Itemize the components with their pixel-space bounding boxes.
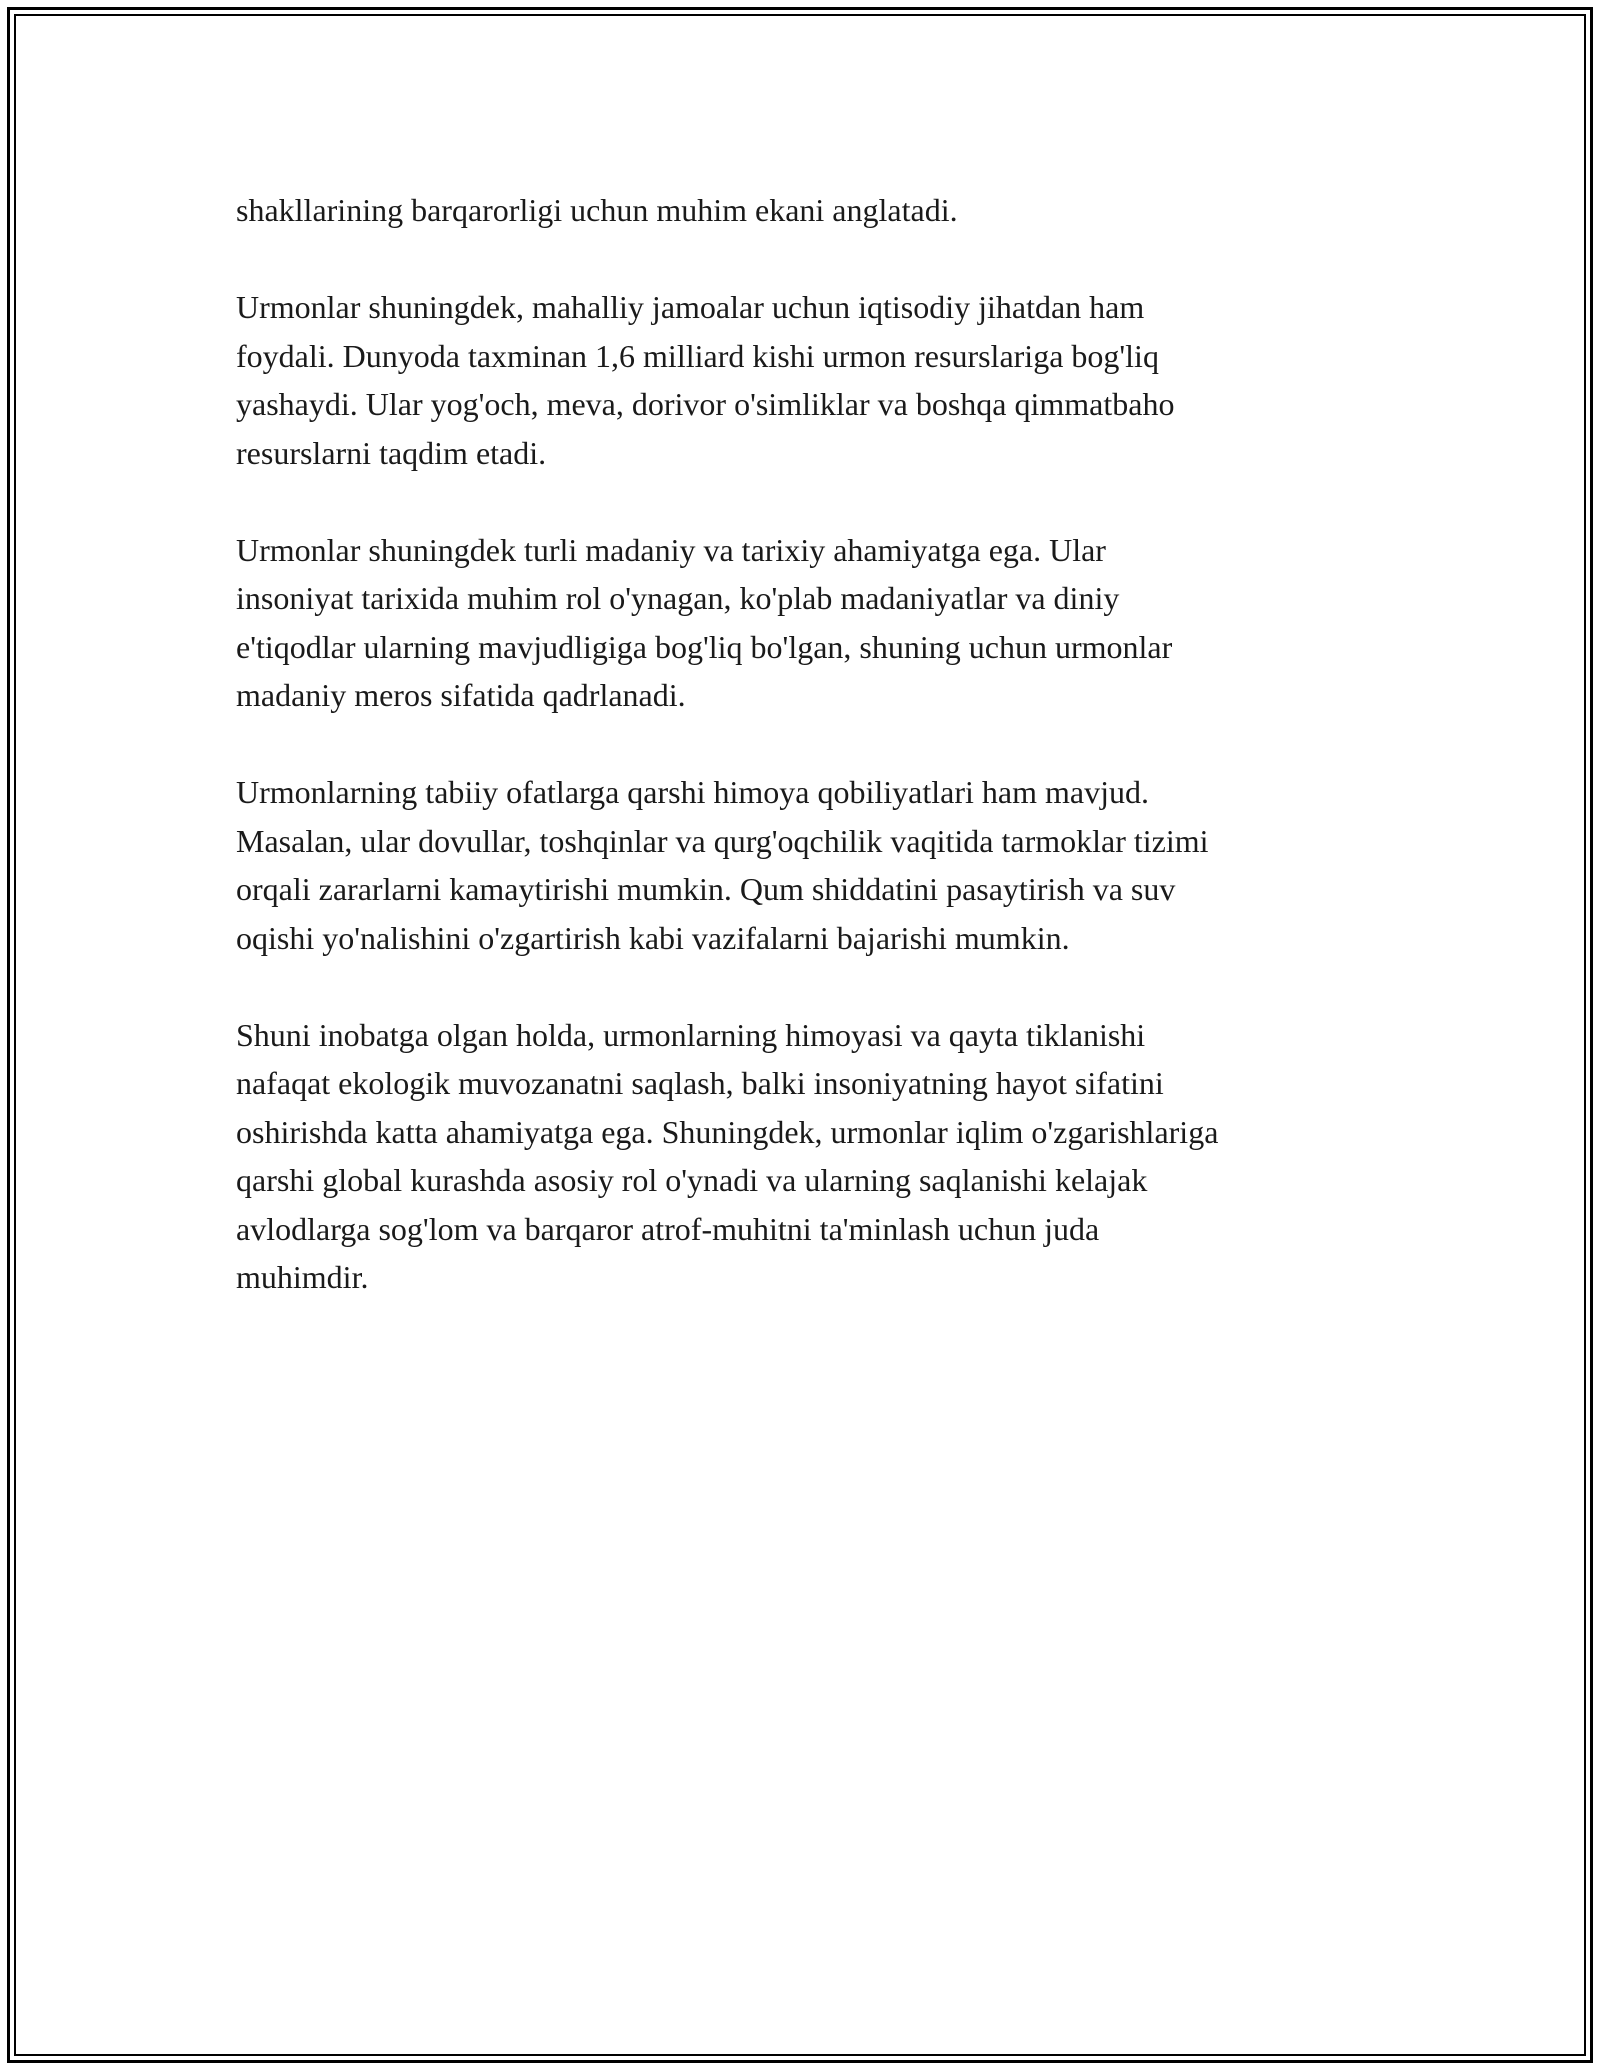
text-line: oqishi yo'nalishini o'zgartirish kabi vazifalarni bajarishi mumkin.: [236, 919, 1070, 956]
text-line: qarshi global kurashda asosiy rol o'ynadi va ularning saqlanishi kelajak: [236, 1162, 1148, 1198]
document-body: [236, 186, 1386, 1350]
paragraph-3: [236, 526, 1386, 720]
paragraph-4: [236, 768, 1386, 962]
text-line: Shuni inobatga olgan holda, urmonlarning himoyasi va qayta tiklanishi: [236, 1016, 1146, 1053]
text-line: Urmonlar shuningdek, mahalliy jamoalar uchun iqtisodiy jihatdan ham: [236, 289, 1145, 325]
text-line: insoniyat tarixida muhim rol o'ynagan, ko'plab madaniyatlar va diniy: [236, 580, 1120, 616]
text-line: Urmonlarning tabiiy ofatlarga qarshi himoya qobiliyatlari ham mavjud.: [236, 774, 1149, 810]
text-line: shakllarining barqarorligi uchun muhim ekani anglatadi.: [236, 192, 958, 228]
paragraph-2: [236, 283, 1386, 477]
text-line: avlodlarga sog'lom va barqaror atrof-muhitni ta'minlash uchun juda: [236, 1210, 1100, 1247]
paragraph-5: [236, 1011, 1386, 1302]
text-line: Urmonlar shuningdek turli madaniy va tarixiy ahamiyatga ega. Ular: [236, 531, 1106, 568]
text-line: yashaydi. Ular yog'och, meva, dorivor o'simliklar va boshqa qimmatbaho: [236, 386, 1175, 422]
text-line: Masalan, ular dovullar, toshqinlar va qurg'oqchilik vaqitida tarmoklar tizimi: [236, 822, 1209, 859]
text-line: orqali zararlarni kamaytirishi mumkin. Qum shiddatini pasaytirish va suv: [236, 871, 1176, 907]
text-line: resurslarni taqdim etadi.: [236, 434, 547, 471]
paragraph-1: [236, 186, 1386, 235]
text-line: foydali. Dunyoda taxminan 1,6 milliard kishi urmon resurslariga bog'liq: [236, 337, 1159, 374]
text-line: e'tiqodlar ularning mavjudligiga bog'liq bo'lgan, shuning uchun urmonlar: [236, 628, 1173, 665]
text-line: madaniy meros sifatida qadrlanadi.: [236, 677, 686, 713]
text-line: oshirishda katta ahamiyatga ega. Shuningdek, urmonlar iqlim o'zgarishlariga: [236, 1113, 1219, 1150]
text-line: nafaqat ekologik muvozanatni saqlash, balki insoniyatning hayot sifatini: [236, 1065, 1164, 1101]
text-line: muhimdir.: [236, 1259, 369, 1295]
